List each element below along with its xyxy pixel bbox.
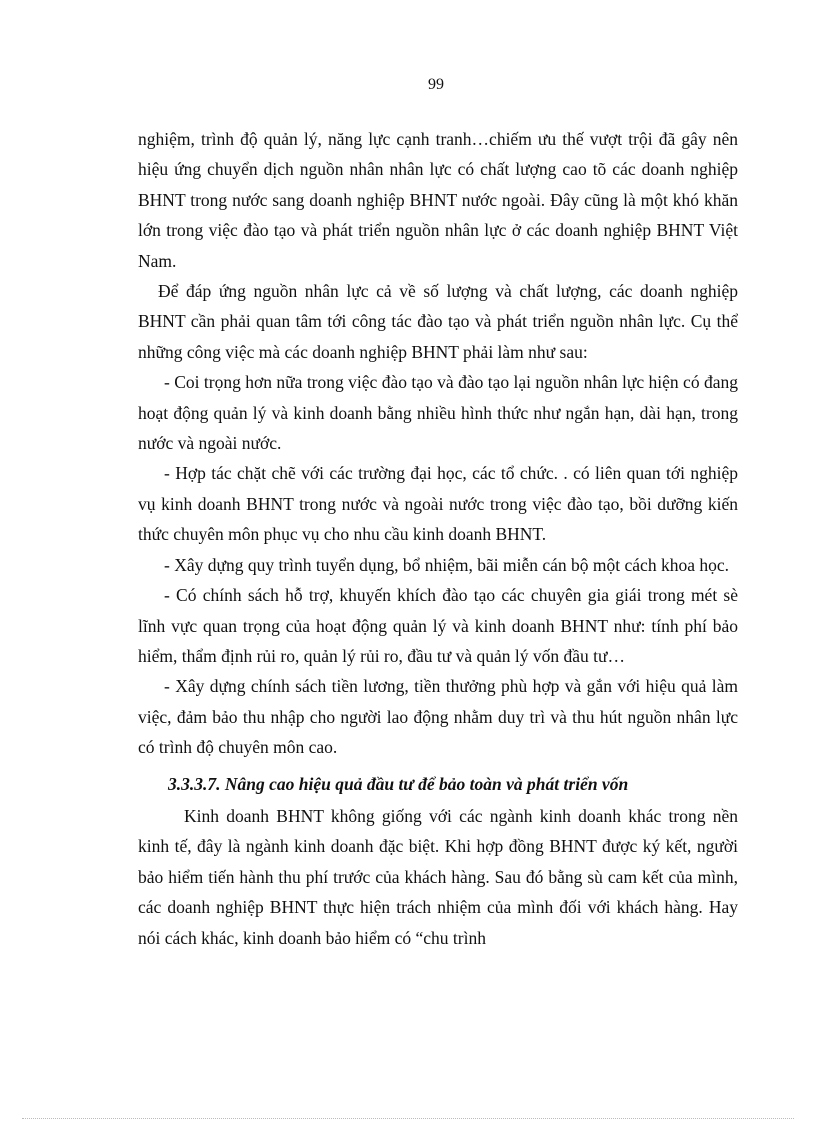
bullet-item-2: - Hợp tác chặt chẽ với các trường đại học, các tổ chức. . có liên quan tới nghiệp vụ kinh doanh BHNT trong nước và ngoài nước trong việc đào tạo, bồi dưỡng kiến thức chuyên môn phục vụ cho nhu cầu kinh doanh BHNT. [138, 463, 738, 545]
bullet-item-1: - Coi trọng hơn nữa trong việc đào tạo và đào tạo lại nguồn nhân lực hiện có đang hoạt động quản lý và kinh doanh bằng nhiều hình thức như ngắn hạn, dài hạn, trong nước và ngoài nước. [138, 372, 738, 454]
paragraph-section: Kinh doanh BHNT không giống với các ngành kinh doanh khác trong nền kinh tế, đây là ngành kinh doanh đặc biệt. Khi hợp đồng BHNT được ký kết, người bảo hiểm tiến hành thu phí trước của khách hàng. Sau đó bằng sù cam kết của mình, các doanh nghiệp BHNT thực hiện trách nhiệm của mình đối với khách hàng. Hay nói cách khác, kinh doanh bảo hiểm có “chu trình [138, 805, 738, 948]
section-heading: 3.3.3.7. Nâng cao hiệu quả đầu tư để bảo toàn và phát triển vốn [168, 773, 629, 794]
paragraph-intro: Để đáp ứng nguồn nhân lực cả về số lượng và chất lượng, các doanh nghiệp BHNT cần phải quan tâm tới công tác đào tạo và phát triển nguồn nhân lực. Cụ thể những công việc mà các doanh nghiệp BHNT phải làm như sau: [138, 281, 738, 362]
bullet-item-5: - Xây dựng chính sách tiền lương, tiền thưởng phù hợp và gắn với hiệu quả làm việc, đảm bảo thu nhập cho người lao động nhằm duy trì và thu hút nguồn nhân lực có trình độ chuyên môn cao. [138, 676, 738, 758]
bullet-item-4: - Có chính sách hỗ trợ, khuyến khích đào tạo các chuyên gia giái trong mét sè lĩnh vực quan trọng của hoạt động quản lý và kinh doanh BHNT như: tính phí bảo hiểm, thẩm định rủi ro, quản lý rủi ro, đầu tư và quản lý vốn đầu tư… [138, 585, 738, 666]
bullet-item-3: - Xây dựng quy trình tuyển dụng, bổ nhiệm, bãi miễn cán bộ một cách khoa học. [164, 554, 729, 575]
document-body [138, 124, 738, 953]
page-number: 99 [428, 76, 444, 93]
paragraph-continuation: nghiệm, trình độ quản lý, năng lực cạnh tranh…chiếm ưu thế vượt trội đã gây nên hiệu ứng chuyển dịch nguồn nhân nhân lực có chất lượng cao tõ các doanh nghiệp BHNT trong nước sang doanh nghiệp BHNT nước ngoài. Đây cũng là một khó khăn lớn trong việc đào tạo và phát triển nguồn nhân lực ở các doanh nghiệp BHNT Việt Nam. [138, 129, 738, 271]
page-bottom-rule [22, 1118, 794, 1119]
